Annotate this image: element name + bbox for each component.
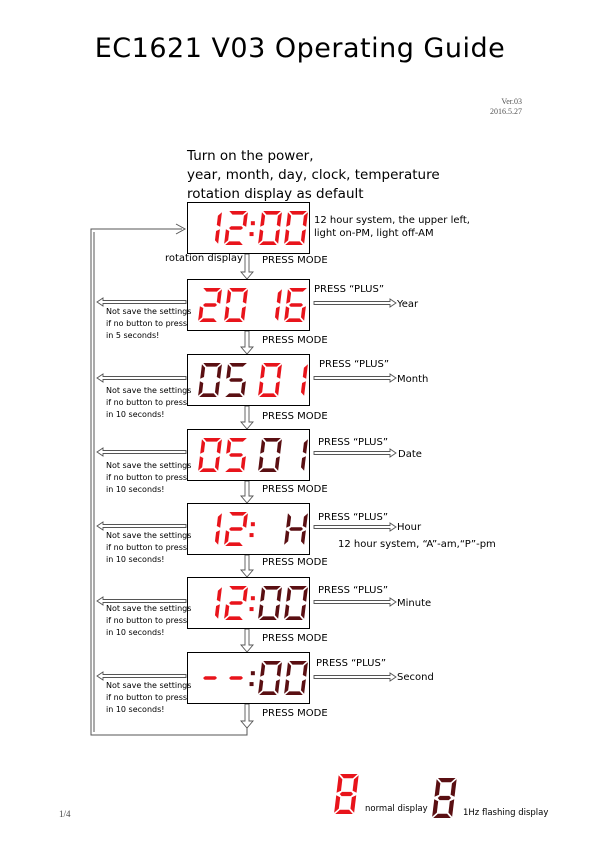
month-warning: [106, 385, 191, 421]
date-warning-line-3: in 10 seconds!: [106, 485, 165, 494]
month-warning-line-1: Not save the settings: [106, 386, 192, 395]
right-arrow: [314, 523, 396, 531]
page-title: EC1621 V03 Operating Guide: [94, 33, 506, 64]
digit-3: [258, 661, 282, 695]
version-label: Ver.03: [501, 97, 522, 106]
date-warning-line-2: if no button to press: [106, 473, 188, 482]
year-warning-line-2: if no button to press: [106, 319, 188, 328]
digit-2: [224, 586, 248, 620]
left-arrow: [97, 374, 186, 382]
legend-digit-8: [334, 774, 359, 814]
month-warning-line-2: if no button to press: [106, 398, 188, 407]
second-warning-line-3: in 10 seconds!: [106, 705, 165, 714]
clock-note: [314, 214, 470, 240]
second-warning-line-2: if no button to press: [106, 693, 188, 702]
display-hour: [187, 503, 310, 555]
hour-warning: [106, 530, 191, 566]
digit-4: [284, 513, 308, 545]
intro-line-2: year, month, day, clock, temperature: [187, 167, 440, 183]
year-result: Year: [397, 299, 419, 310]
minute-warning: [106, 603, 191, 639]
legend-normal-digit: [332, 772, 362, 820]
digit-2: [224, 288, 248, 322]
display-minute: [187, 577, 310, 629]
colon-dot: [250, 232, 254, 236]
intro-line-1: Turn on the power,: [187, 148, 314, 164]
hour-extra-note: 12 hour system, “A”-am,“P”-pm: [338, 539, 496, 550]
date-warning-line-1: Not save the settings: [106, 461, 192, 470]
digit-4: [301, 364, 308, 396]
colon-dot: [250, 682, 254, 686]
hour-warning-line-3: in 10 seconds!: [106, 555, 165, 564]
down-arrow: [241, 481, 253, 503]
version-date: 2016.5.27: [490, 107, 522, 116]
down-arrow: [241, 629, 253, 652]
year-action: PRESS “PLUS”: [314, 284, 384, 295]
right-arrow: [314, 673, 396, 681]
minute-warning-line-2: if no button to press: [106, 616, 188, 625]
right-arrow: [314, 449, 396, 457]
digit-1: [198, 363, 222, 397]
colon-dot: [251, 221, 255, 225]
left-arrow: [97, 522, 186, 530]
colon-dot: [250, 607, 254, 611]
display-month: [187, 354, 310, 406]
right-arrow: [314, 374, 396, 382]
legend-flashing-label: 1Hz flashing display: [463, 808, 549, 818]
digit-1: [215, 212, 222, 244]
digit-2: [225, 438, 247, 472]
digit-4: [284, 586, 308, 620]
left-arrow: [97, 448, 186, 456]
digit-1: [215, 587, 222, 619]
hour-result: Hour: [397, 522, 422, 533]
digit-2: [224, 211, 248, 245]
date-warning: [106, 460, 191, 496]
display-second: [187, 652, 310, 704]
right-arrow: [314, 598, 396, 606]
clock-note-line-2: light on-PM, light off-AM: [314, 228, 434, 239]
year-warning-line-3: in 5 seconds!: [106, 331, 160, 340]
minute-warning-line-3: in 10 seconds!: [106, 628, 165, 637]
press-mode-label-4: PRESS MODE: [262, 484, 328, 495]
year-warning: [106, 306, 191, 342]
press-mode-label-7: PRESS MODE: [262, 708, 328, 719]
display-date: [187, 429, 310, 481]
year-warning-line-1: Not save the settings: [106, 307, 192, 316]
second-action: PRESS “PLUS”: [316, 658, 386, 669]
digit-4: [284, 211, 308, 245]
clock-note-line-1: 12 hour system, the upper left,: [314, 215, 470, 226]
display-clock: [187, 202, 310, 254]
digit-3: [275, 289, 282, 321]
digit-4: [284, 661, 308, 695]
press-mode-label-2: PRESS MODE: [262, 335, 328, 346]
minute-result: Minute: [397, 598, 432, 609]
colon-dot: [250, 533, 254, 537]
second-warning: [106, 680, 191, 716]
down-arrow: [241, 555, 253, 577]
down-arrow: [241, 704, 253, 728]
intro-line-3: rotation display as default: [187, 186, 364, 202]
hour-warning-line-2: if no button to press: [106, 543, 188, 552]
left-arrow: [97, 672, 186, 680]
colon-dot: [251, 596, 255, 600]
digit-3: [258, 586, 282, 620]
second-warning-line-1: Not save the settings: [106, 681, 192, 690]
digit-4: [284, 288, 307, 322]
digit-4: [301, 439, 308, 471]
digit-1: [215, 513, 222, 545]
legend-normal-label: normal display: [365, 804, 428, 814]
digit-3: [258, 363, 282, 397]
digit-3: [258, 211, 282, 245]
month-result: Month: [397, 374, 429, 385]
digit-2: [224, 512, 248, 546]
right-arrow: [314, 299, 396, 307]
digit-1: [198, 288, 222, 322]
left-arrow: [97, 298, 186, 306]
legend-digit-8: [432, 778, 457, 818]
colon-dot: [251, 671, 255, 675]
press-mode-label-3: PRESS MODE: [262, 411, 328, 422]
digit-3: [258, 438, 282, 472]
down-arrow: [241, 406, 253, 429]
minute-warning-line-1: Not save the settings: [106, 604, 192, 613]
press-mode-label-6: PRESS MODE: [262, 633, 328, 644]
down-arrow: [241, 331, 253, 354]
press-mode-label-5: PRESS MODE: [262, 557, 328, 568]
date-result: Date: [398, 449, 422, 460]
display-year: [187, 279, 310, 331]
digit-1: [198, 438, 222, 472]
press-mode-label-1: PRESS MODE: [262, 255, 328, 266]
digit-2: [225, 363, 247, 397]
month-warning-line-3: in 10 seconds!: [106, 410, 165, 419]
hour-action: PRESS “PLUS”: [318, 512, 388, 523]
digit-2: [229, 676, 243, 680]
minute-action: PRESS “PLUS”: [318, 585, 388, 596]
page-number: 1/4: [59, 809, 71, 819]
legend-flashing-digit: [430, 776, 460, 824]
hour-warning-line-1: Not save the settings: [106, 531, 192, 540]
colon-dot: [251, 522, 255, 526]
digit-1: [203, 676, 217, 680]
second-result: Second: [397, 672, 434, 683]
rotation-display-label: rotation display: [165, 253, 243, 264]
date-action: PRESS “PLUS”: [318, 437, 388, 448]
month-action: PRESS “PLUS”: [319, 359, 389, 370]
